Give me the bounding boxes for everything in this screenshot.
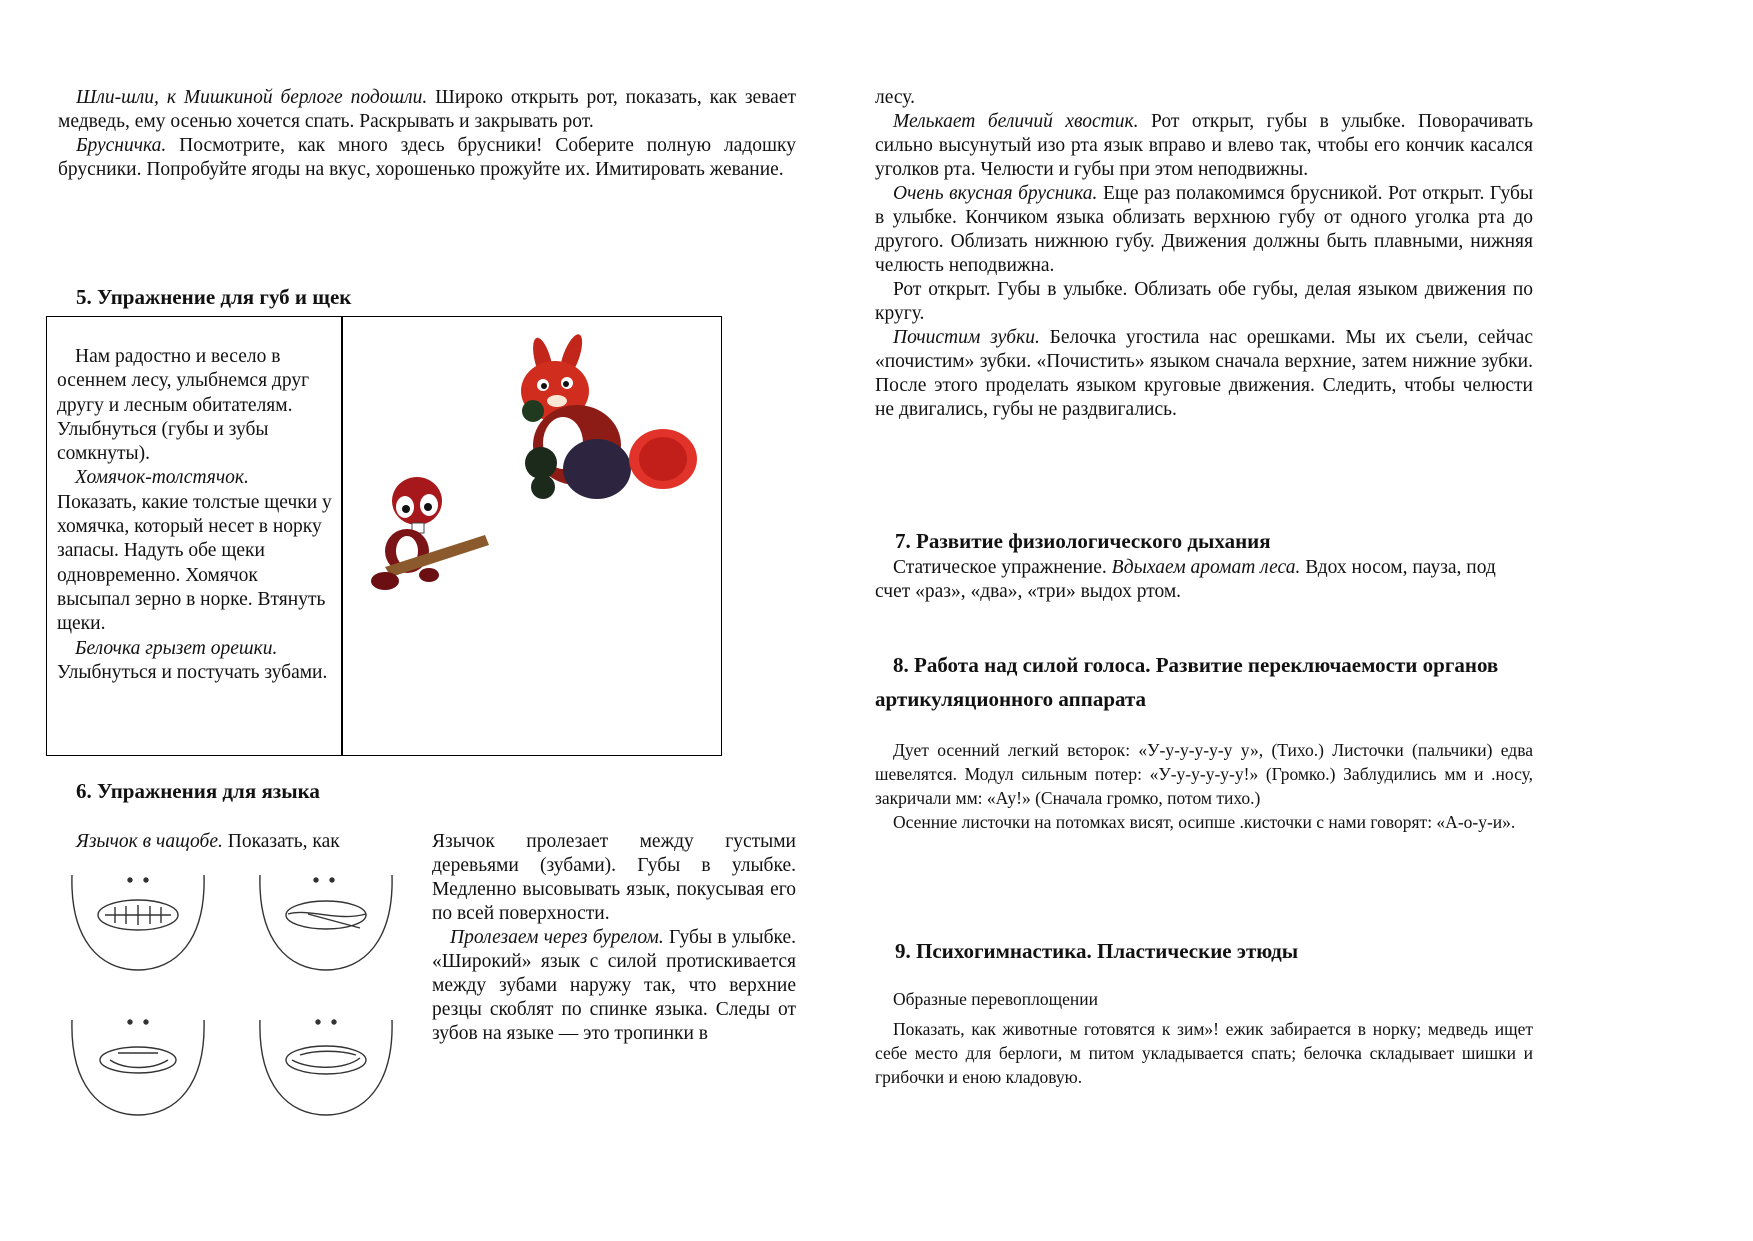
paragraph-bear-den: Шли-шли, к Мишкиной берлоге подошли. Широко открыть рот, показать, как зевает медведь, ему осенью хочется спать. Раскрывать и закрывать рот.	[58, 87, 796, 132]
voice-exercise-text	[875, 738, 1533, 834]
section-7-title: 7. Развитие физиологического дыхания	[895, 529, 1271, 553]
face-exercise-illustrations	[60, 870, 430, 1132]
box-paragraph-smile: Нам радостно и весело в осеннем лесу, улыбнемся друг другу и лесным обитателям. Улыбнуться (губы и зубы сомкнуты).	[57, 346, 310, 465]
box-hamster-text: Показать, какие толстые щечки у хомячка, который несет в норку запасы. Надуть обе щеки одновременно. Хомячок высыпал зерно в норке. Втянуть щеки.	[57, 491, 332, 635]
figurative-transformations-label: Образные перевоплощении	[893, 989, 1098, 1009]
paragraph-autumn-leaves: Осенние листочки на потомках висят, осипше .кисточки с нами говорят: «А-о-у-и».	[893, 812, 1516, 832]
box-hamster-title: Хомячок-толстячок.	[75, 467, 249, 489]
left-column	[58, 86, 796, 182]
tongue-exercise-text	[432, 830, 796, 1046]
box-text	[57, 345, 335, 685]
psychogymnastics-text	[875, 987, 1533, 1089]
section-6-title: 6. Упражнения для языка	[76, 779, 320, 803]
face-illustration-4	[260, 1020, 392, 1115]
paragraph-lingonberry: Брусничка. Посмотрите, как много здесь брусники! Соберите полную ладошку брусники. Попробуйте ягоды на вкус, хорошенько прожуйте их. Имитировать жевание.	[58, 135, 796, 180]
hamster-figure	[371, 477, 489, 590]
paragraph-tongue-thicket: Язычок пролезает между густыми деревьями (зубами). Губы в улыбке. Медленно высовывать язык, покусывая его по всей поверхности.	[432, 831, 796, 924]
box-divider	[341, 317, 343, 755]
face-illustration-2	[260, 875, 392, 970]
paragraph-lick-lips: Рот открыт. Губы в улыбке. Облизать обе губы, делая языком движения по кругу.	[875, 279, 1533, 324]
paragraph-through-windfall: Пролезаем через бурелом. Губы в улыбке. «Широкий» язык с силой протискивается между зубами наружу так, что верхние резцы скоблят по спинке языка. Следы от зубов на языке — это тропинки в	[432, 927, 797, 1044]
paragraph-tasty-berry: Очень вкусная брусника. Еще раз полакомимся брусникой. Рот открыт. Губы в улыбке. Кончиком языка облизать верхнюю губу от одного уголка рта до другого. Облизать нижнюю губу. Движения должны быть плавными, нижняя челюсть неподвижна.	[875, 183, 1533, 276]
paragraph-autumn-wind: Дует осенний легкий вєторок: «У-у-у-у-у-у у», (Тихо.) Листочки (пальчики) едва шевелятся. Модул сильным потер: «У-у-у-у-у-у!» (Громко.) Заблудились мм и .носу, закричали мм: «Ау!» (Сначала громко, потом тихо.)	[875, 740, 1533, 808]
face-illustration-1	[72, 875, 204, 970]
paragraph-squirrel-tail: Мелькает беличий хвостик. Рот открыт, губы в улыбке. Поворачивать сильно высунутый изо рта язык вправо и влево так, чтобы его кончик касался уголков рта. Челюсти и губы при этом неподвижны.	[875, 111, 1533, 180]
tongue-exercise-lead: Язычок в чащобе. Показать, как	[76, 831, 340, 852]
section-8-title: 8. Работа над силой голоса. Развитие переключаемости органов артикуляционного аппарата	[875, 653, 1499, 711]
right-column	[875, 86, 1533, 422]
squirrel-figure	[521, 332, 697, 499]
breathing-exercise-text: Статическое упражнение. Вдыхаем аромат леса. Вдох носом, пауза, под счет «раз», «два», «три» выдох ртом.	[875, 557, 1496, 602]
box-squirrel-text: Улыбнуться и постучать зубами.	[57, 661, 328, 683]
paragraph-brush-teeth: Почистим зубки. Белочка угостила нас орешками. Мы их съели, сейчас «почистим» зубки. «Почистить» языком сначала верхние, затем нижние зубки. После этого проделать языком круговые движения. Следить, чтобы челюсти не двигались, губы не раздвигались.	[875, 327, 1533, 420]
section-9-title: 9. Психогимнастика. Пластические этюды	[895, 939, 1299, 963]
squirrel-hamster-illustration	[345, 319, 719, 753]
exercise-box	[46, 316, 722, 756]
paragraph-forest-end: лесу.	[875, 87, 915, 108]
face-illustration-3	[72, 1020, 204, 1115]
paragraph-animals-prepare: Показать, как животные готовятся к зим»! ежик забирается в норку; медведь ищет себе место для берлоги, м питом укладывается спать; белочка складывает шишки и грибочки и еною кладовую.	[875, 1019, 1533, 1087]
box-squirrel-title: Белочка грызет орешки.	[75, 637, 278, 659]
section-5-title: 5. Упражнение для губ и щек	[76, 285, 352, 309]
